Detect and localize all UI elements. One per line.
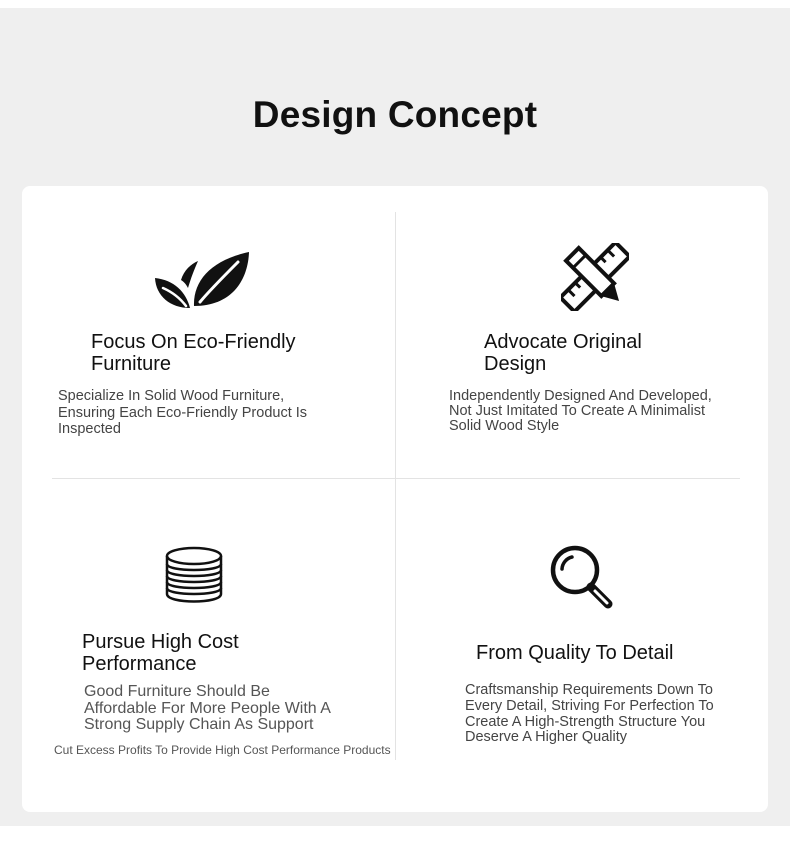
feature-design-heading: Advocate Original Design bbox=[484, 331, 642, 375]
horizontal-divider bbox=[52, 478, 740, 479]
feature-quality-description: Craftsmanship Requirements Down To Every Detail, Striving For Perfection To Create A High-Strength Structure You Deserve A Higher Quality bbox=[465, 682, 714, 746]
feature-cost-heading: Pursue High Cost Performance bbox=[82, 631, 239, 675]
leaf-icon bbox=[154, 250, 250, 310]
feature-eco-description: Specialize In Solid Wood Furniture, Ensuring Each Eco-Friendly Product Is Inspected bbox=[58, 388, 308, 437]
section-title: Design Concept bbox=[252, 94, 538, 135]
magnifier-icon bbox=[549, 544, 615, 610]
feature-quality-heading: From Quality To Detail bbox=[476, 642, 674, 664]
feature-design-description: Independently Designed And Developed, Not Just Imitated To Create A Minimalist Solid Wood Style bbox=[449, 388, 712, 434]
top-strip bbox=[0, 0, 790, 8]
ruler-pencil-icon bbox=[561, 243, 629, 311]
feature-cost-note: Cut Excess Profits To Provide High Cost Performance Products bbox=[54, 743, 391, 757]
feature-cost-description: Good Furniture Should Be Affordable For More People With A Strong Supply Chain As Support bbox=[84, 683, 331, 733]
vertical-divider bbox=[395, 212, 396, 760]
coin-stack-icon bbox=[164, 546, 224, 606]
feature-eco-heading: Focus On Eco-Friendly Furniture bbox=[91, 331, 296, 375]
